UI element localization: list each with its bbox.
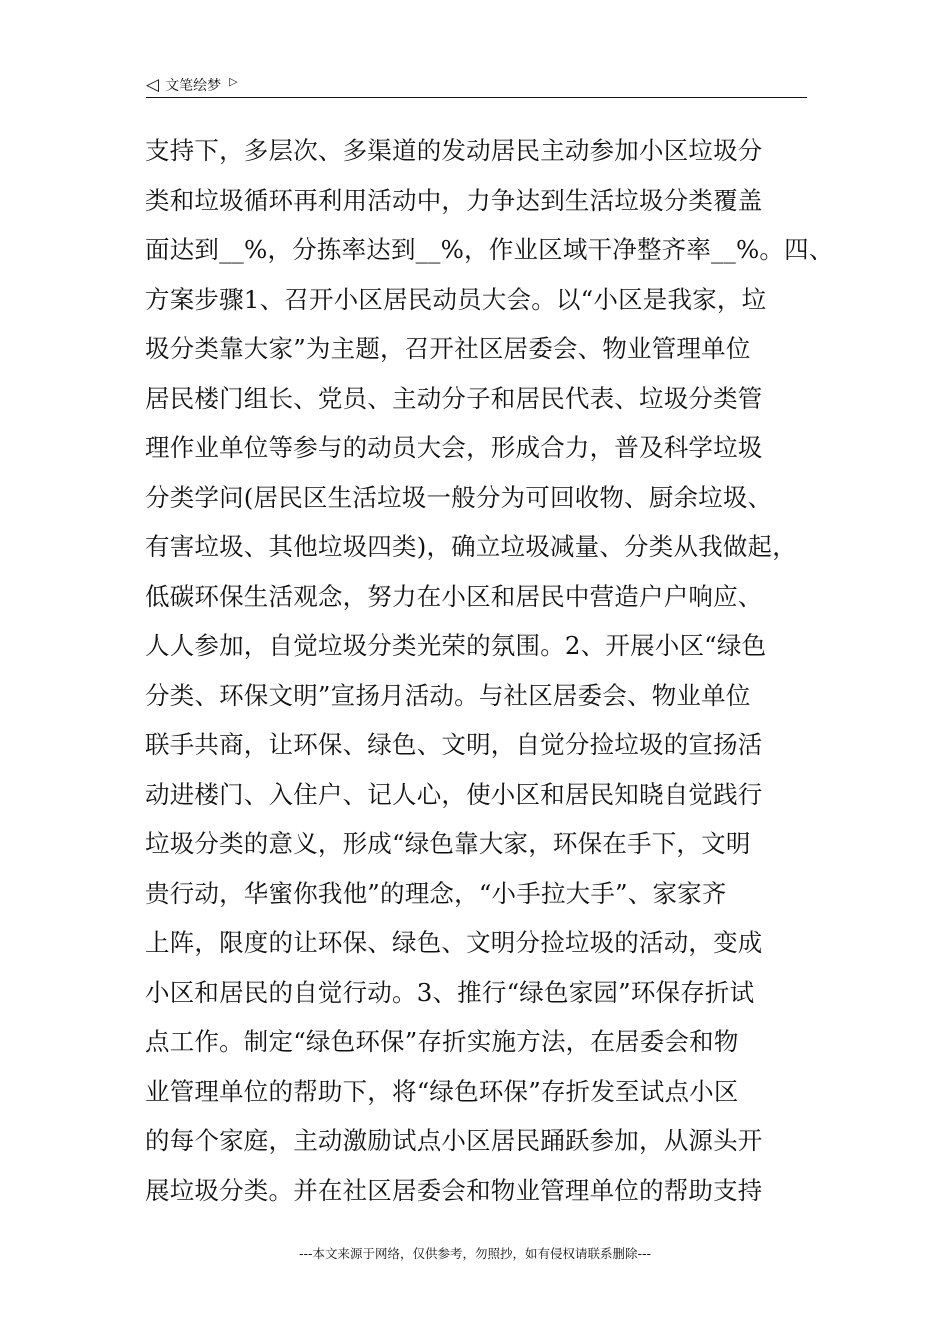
text-line: 支持下，多层次、多渠道的发动居民主动参加小区垃圾分 (145, 136, 763, 165)
text-line: 联手共商，让环保、绿色、文明，自觉分捡垃圾的宣扬活 (145, 730, 763, 759)
text-line: 动进楼门、入住户、记人心，使小区和居民知晓自觉践行 (145, 779, 763, 809)
text-line: 贵行动，华蜜你我他”的理念，“小手拉大手”、家家齐 (145, 878, 727, 908)
text-line: 业管理单位的帮助下，将“绿色环保”存折发至试点小区 (145, 1076, 739, 1106)
text-line: 的每个家庭，主动激励试点小区居民踊跃参加，从源头开 (145, 1126, 763, 1155)
page-footer: ---本文来源于网络，仅供参考，勿照抄，如有侵权请联系删除--- (298, 1246, 652, 1261)
header-title: 文笔绘梦 (165, 78, 222, 94)
text-line: 低碳环保生活观念，努力在小区和居民中营造户户响应、 (145, 581, 763, 611)
text-line: 分类学问(居民区生活垃圾一般分为可回收物、厨余垃圾、 (145, 482, 773, 512)
text-line: 方案步骤1、召开小区居民动员大会。以“小区是我家，垃 (145, 284, 767, 314)
text-line: 小区和居民的自觉行动。3、推行“绿色家园”环保存折试 (145, 977, 755, 1007)
header-divider (146, 97, 807, 98)
text-line: 点工作。制定“绿色环保”存折实施方法，在居委会和物 (145, 1027, 739, 1056)
text-line: 类和垃圾循环再利用活动中，力争达到生活垃圾分类覆盖 (145, 185, 763, 215)
text-line: 有害垃圾、其他垃圾四类)，确立垃圾减量、分类从我做起， (145, 532, 797, 561)
text-line: 圾分类靠大家”为主题，召开社区居委会、物业管理单位 (145, 334, 751, 363)
text-line: 展垃圾分类。并在社区居委会和物业管理单位的帮助支持 (145, 1175, 763, 1205)
page-header (146, 74, 806, 96)
text-line: 垃圾分类的意义，形成“绿色靠大家，环保在手下，文明 (145, 829, 751, 858)
text-line: 人人参加，自觉垃圾分类光荣的氛围。2、开展小区“绿色 (145, 631, 767, 660)
triangle-left-icon: ◁ (146, 74, 160, 95)
document-body (145, 126, 834, 1215)
text-line: 理作业单位等参与的动员大会，形成合力，普及科学垃圾 (145, 433, 763, 462)
text-line: 居民楼门组长、党员、主动分子和居民代表、垃圾分类管 (145, 383, 763, 413)
triangle-right-icon: ▷ (229, 74, 238, 88)
text-line: 分类、环保文明”宣扬月活动。与社区居委会、物业单位 (145, 680, 751, 710)
text-line: 上阵，限度的让环保、绿色、文明分捡垃圾的活动，变成 (145, 928, 763, 957)
text-line: 面达到__%，分拣率达到__%，作业区域干净整齐率__%。四、 (145, 235, 834, 264)
